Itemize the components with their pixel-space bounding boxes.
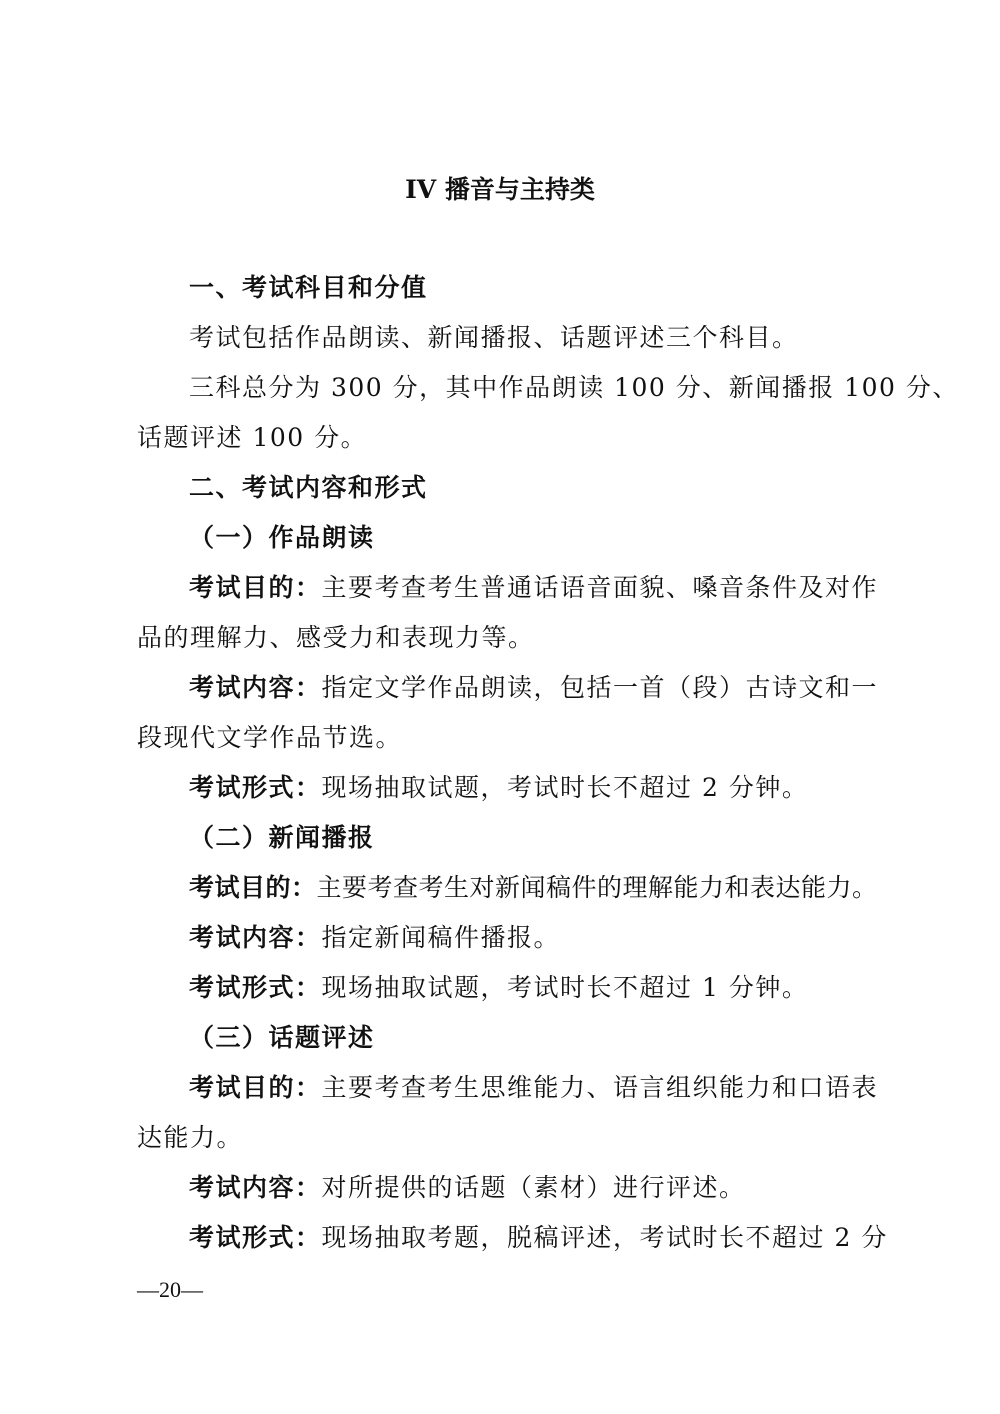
reading-goal-line1 xyxy=(189,568,889,608)
news-content-line xyxy=(189,918,889,958)
subsection-heading-news: （二）新闻播报 xyxy=(189,823,375,852)
news-goal-text: 主要考查考生对新闻稿件的理解能力和表达能力。 xyxy=(316,873,878,902)
news-content-label: 考试内容： xyxy=(189,923,322,952)
reading-form-line xyxy=(189,768,889,808)
topic-form-text: 现场抽取考题，脱稿评述，考试时长不超过 2 分 xyxy=(321,1223,888,1252)
paragraph-subjects: 考试包括作品朗读、新闻播报、话题评述三个科目。 xyxy=(189,323,799,352)
news-form-label: 考试形式： xyxy=(189,973,322,1002)
section-heading-subjects: 一、考试科目和分值 xyxy=(189,273,428,302)
topic-goal-line1 xyxy=(189,1068,889,1108)
paragraph-scores-line2: 话题评述 100 分。 xyxy=(137,423,368,452)
news-goal-line xyxy=(189,868,889,908)
reading-form-label: 考试形式： xyxy=(189,773,322,802)
topic-content-label: 考试内容： xyxy=(189,1173,322,1202)
topic-form-label: 考试形式： xyxy=(189,1223,322,1252)
topic-content-line xyxy=(189,1168,889,1208)
topic-content-text: 对所提供的话题（素材）进行评述。 xyxy=(321,1173,746,1202)
topic-goal-line2: 达能力。 xyxy=(137,1123,244,1152)
reading-content-label: 考试内容： xyxy=(189,673,322,702)
subsection-heading-reading: （一）作品朗读 xyxy=(189,523,375,552)
topic-form-line xyxy=(189,1218,889,1258)
topic-goal-text: 主要考查考生思维能力、语言组织能力和口语表 xyxy=(321,1073,879,1102)
news-content-text: 指定新闻稿件播报。 xyxy=(321,923,561,952)
news-form-line xyxy=(189,968,889,1008)
reading-content-text: 指定文学作品朗读，包括一首（段）古诗文和一 xyxy=(321,673,879,702)
page-title: IV 播音与主持类 xyxy=(405,175,595,204)
reading-form-text: 现场抽取试题，考试时长不超过 2 分钟。 xyxy=(321,773,809,802)
reading-content-line1 xyxy=(189,668,889,708)
reading-goal-line2: 品的理解力、感受力和表现力等。 xyxy=(137,623,535,652)
news-goal-label: 考试目的： xyxy=(189,873,317,902)
subsection-heading-topic: （三）话题评述 xyxy=(189,1023,375,1052)
reading-goal-text: 主要考查考生普通话语音面貌、嗓音条件及对作 xyxy=(321,573,879,602)
reading-goal-label: 考试目的： xyxy=(189,573,322,602)
reading-content-line2: 段现代文学作品节选。 xyxy=(137,723,403,752)
news-form-text: 现场抽取试题，考试时长不超过 1 分钟。 xyxy=(321,973,809,1002)
section-heading-content-form: 二、考试内容和形式 xyxy=(189,473,428,502)
topic-goal-label: 考试目的： xyxy=(189,1073,322,1102)
paragraph-scores-line1: 三科总分为 300 分，其中作品朗读 100 分、新闻播报 100 分、 xyxy=(189,373,959,402)
page-number: —20— xyxy=(137,1277,203,1302)
